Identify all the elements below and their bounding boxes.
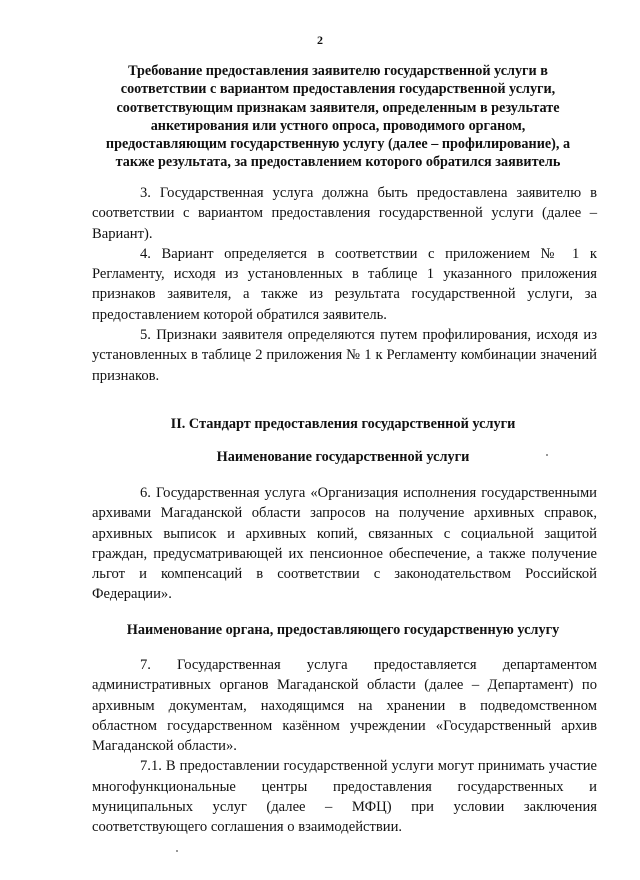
page-number: 2 [317, 33, 323, 47]
scan-speck [176, 850, 178, 852]
paragraph-4: 4. Вариант определяется в соответствии с приложением № 1 к Регламенту, исходя из установленных в таблице 1 указанного приложения признаков заявителя, а также из результата государственной услуги, за предоставлением которой обратился заявитель. [92, 245, 597, 323]
title-line: Требование предоставления заявителю государственной услуги в [128, 63, 548, 79]
title-line: также результата, за предоставлением которого обратился заявитель [115, 154, 561, 171]
title-line: предоставляющим государственную услугу (далее – профилирование), а [105, 136, 571, 153]
title-line: соответствующим признакам заявителя, определенным в результате [116, 99, 560, 116]
document-title [88, 62, 588, 172]
title-line: анкетирования или устного опроса, проводимого органом, [150, 117, 526, 134]
paragraph-6-block [92, 483, 597, 605]
paragraph-5: 5. Признаки заявителя определяются путем профилирования, исходя из установленных в таблице 2 приложения № 1 к Регламенту комбинации значений признаков. [92, 327, 597, 384]
subheading-organ-name: Наименование органа, предоставляющего государственную услугу [126, 622, 560, 638]
paragraph-6: 6. Государственная услуга «Организация исполнения государственными архивами Магаданской области запросов на получение архивных справок, архивных выписок и архивных копий, связанных с социальной защитой граждан, предусматривающей их пенсионное обеспечение, а также получение льгот и компенсаций в соответствии с законодательством Российской Федерации». [92, 485, 597, 603]
paragraph-7: 7. Государственная услуга предоставляется департаментом административных органов Магаданской области (далее – Департамент) по архивным документам, находящимся на хранении в подведомственном областном государственном казённом учреждении «Государственный архив Магаданской области». [92, 657, 597, 755]
subheading-service-name: Наименование государственной услуги [216, 449, 470, 465]
paragraph-3: 3. Государственная услуга должна быть предоставлена заявителю в соответствии с вариантом предоставления государственной услуги (далее – Вариант). [92, 185, 597, 242]
section-2-heading: II. Стандарт предоставления государственной услуги [170, 416, 516, 432]
paragraph-7-1: 7.1. В предоставлении государственной услуги могут принимать участие многофункциональные центры предоставления государственных и муниципальных услуг (далее – МФЦ) при условии заключения соответствующего соглашения о взаимодействии. [92, 758, 597, 836]
section-variant-paragraphs [92, 183, 597, 386]
title-line: соответствии с вариантом предоставления государственной услуги, [120, 81, 556, 98]
paragraph-7-block [92, 655, 597, 838]
